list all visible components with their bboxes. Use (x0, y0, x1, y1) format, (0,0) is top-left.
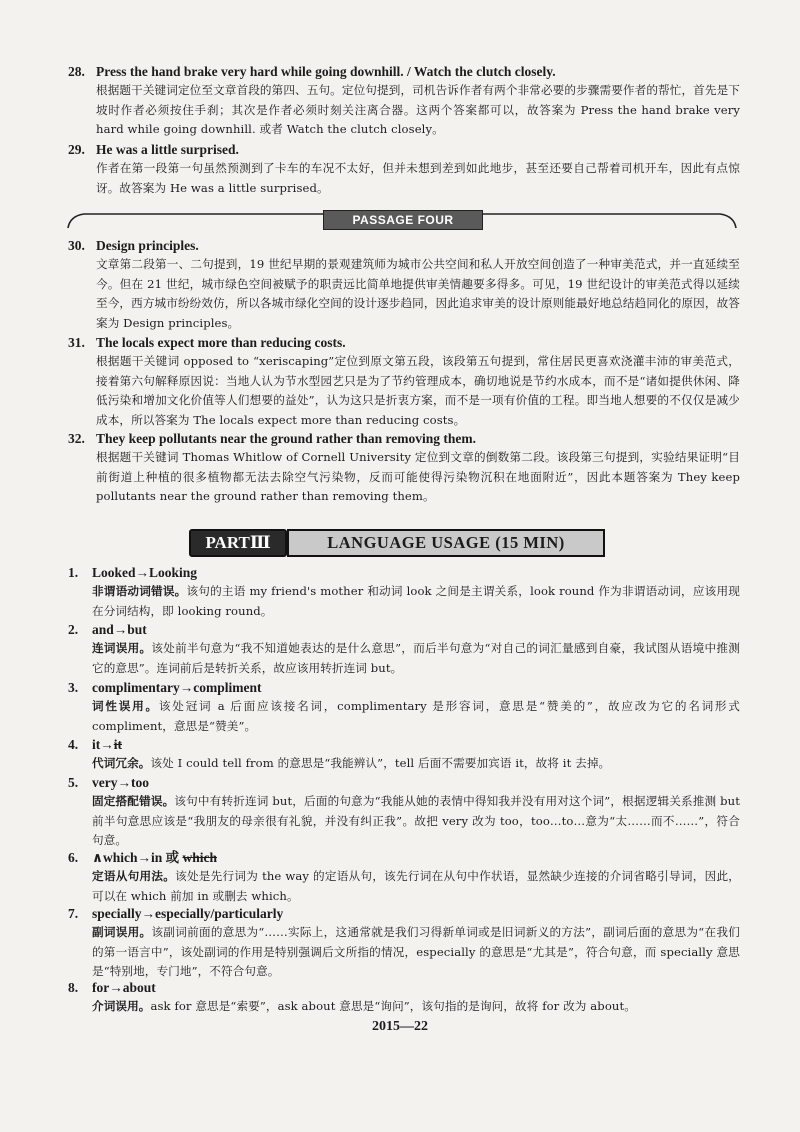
answer-text: very→too (92, 775, 149, 790)
item-number: 7. (68, 906, 79, 921)
item-number: 30. (68, 238, 85, 253)
answer-text: it→ (92, 737, 114, 752)
answer-text: and→but (92, 622, 147, 637)
struck-word: which (182, 850, 217, 865)
usage-item-2 (68, 620, 740, 678)
error-category: 介词误用。 (92, 999, 151, 1013)
answer-item-32 (68, 429, 740, 507)
explanation-body: 该句中有转折连词 but，后面的句意为“我能从她的表情中得知我并没有用对这个词”，根据逻辑关系推测 but 前半句意思应该是“我朋友的母亲很有礼貌，并没有纠正我”。故把 very 改为 too，too…to…意为“太……而不……”，符合句意。 (92, 794, 741, 847)
item-number: 6. (68, 850, 79, 865)
usage-item-5 (68, 773, 740, 851)
error-category: 词性误用。 (92, 699, 159, 713)
explanation-text (68, 792, 740, 851)
usage-item-3 (68, 678, 740, 736)
item-number: 28. (68, 64, 85, 79)
error-category: 非谓语动词错误。 (92, 584, 187, 598)
answer-line (68, 620, 740, 639)
answer-text: specially→especially/particularly (92, 906, 284, 921)
error-category: 固定搭配错误。 (92, 794, 175, 808)
error-category: 副词误用。 (92, 925, 152, 939)
explanation-body: 该处是先行词为 the way 的定语从句，该先行词在从句中作状语，显然缺少连接的介词省略引导词，因此，可以在 which 前加 in 或删去 which。 (92, 869, 741, 903)
answer-text: Looked→Looking (92, 565, 198, 580)
error-category: 代词冗余。 (92, 756, 151, 770)
explanation-text: 根据题干关键词 opposed to “xeriscaping”定位到原文第五段，该段第五句提到，常住居民更喜欢浇灌丰沛的审美范式，接着第六句解释原因说：当地人认为节水型园艺只是为了节约管理成本，确切地说是节约水成本，而不是“诸如提供休闲、降低污染和增加文化价值等人们想要的益处”，认为这只是折衷方案，而不是一项有价值的工程。即当地人想要的不仅仅是减少成本，所以答案为 The locals expect more than reducing costs。 (96, 354, 740, 427)
explanation-text: 作者在第一段第一句虽然预测到了卡车的车况不太好，但并未想到差到如此地步，甚至还要自己帮着司机开车，因此有点惊讶。故答案为 He was a little surprised。 (96, 161, 740, 195)
answer-line (68, 735, 740, 754)
answer-line (68, 236, 740, 255)
answer-text: The locals expect more than reducing costs. (96, 335, 346, 350)
item-number: 1. (68, 565, 79, 580)
item-number: 5. (68, 775, 79, 790)
explanation-text (68, 697, 740, 736)
explanation-text: 根据题干关键词定位至文章首段的第四、五句。定位句提到，司机告诉作者有两个非常必要的步骤需要作者的帮忙，首先是下坡时作者必须按住手刹；其次是作者必须时刻关注离合器。这两个答案都可以，故答案为 Press the hand brake very hard while going downhill. 或者 Watch the clutch closely。 (96, 83, 740, 136)
explanation-text (68, 582, 740, 621)
answer-text: for→about (92, 980, 156, 995)
struck-word: it (113, 737, 122, 752)
answer-item-28 (68, 62, 740, 140)
answer-line (68, 678, 740, 697)
explanation-body: 该处 I could tell from 的意思是“我能辨认”，tell 后面不需要加宾语 it，故将 it 去掉。 (150, 756, 611, 770)
explanation-body: 该副词前面的意思为“……实际上，这通常就是我们习得新单词或是旧词新义的方法”，副词后面的意思为“在我们的第一语言中”，该处副词的作用是特别强调后文所指的情况，especially 的意思是“尤其是”，符合句意，而 specially 意思是“特别地，专门地”，不符合句意。 (92, 925, 740, 978)
answer-line (68, 978, 740, 997)
explanation-body: 该处前半句意为“我不知道她表达的是什么意思”，而后半句意为“对自己的词汇量感到自豪，我试图从语境中推测它的意思”。连词前后是转折关系，故应该用转折连词 but。 (92, 641, 740, 675)
item-number: 4. (68, 737, 79, 752)
answer-text: They keep pollutants near the ground rather than removing them. (96, 431, 477, 446)
answer-text: Design principles. (96, 238, 199, 253)
item-number: 31. (68, 335, 85, 350)
item-number: 8. (68, 980, 79, 995)
passage-title: PASSAGE FOUR (323, 210, 483, 230)
answer-text: complimentary→compliment (92, 680, 262, 695)
answer-item-29 (68, 140, 740, 198)
explanation-text: 文章第二段第一、二句提到，19 世纪早期的景观建筑师为城市公共空间和私人开放空间创造了一种审美范式，并一直延续至今。但在 21 世纪，城市绿色空间被赋予的职责远比简单地提供审美情趣要多得多。可见，19 世纪设计的审美范式得以延续至今，西方城市纷纷效仿，所以各城市绿化空间的设计逐步趋同，因此追求审美的设计原则能最好地总结趋同化的原因，故答案为 Design principles。 (96, 257, 740, 330)
explanation-body: 该句的主语 my friend's mother 和动词 look 之间是主谓关系，look round 作为非谓语动词，应该用现在分词结构，即 looking round。 (92, 584, 740, 618)
item-number: 32. (68, 431, 85, 446)
answer-item-31 (68, 333, 740, 430)
answer-line (68, 563, 740, 582)
usage-item-6 (68, 848, 740, 906)
explanation-text (68, 867, 740, 906)
answer-line (68, 904, 740, 923)
part-title: LANGUAGE USAGE (15 MIN) (287, 529, 605, 557)
item-number: 29. (68, 142, 85, 157)
item-number: 2. (68, 622, 79, 637)
answer-text: ∧which→in 或 (92, 850, 183, 865)
answer-line (68, 140, 740, 159)
answer-line (68, 773, 740, 792)
answer-item-30 (68, 236, 740, 333)
usage-item-8 (68, 978, 740, 1017)
error-category: 连词误用。 (92, 641, 152, 655)
answer-text: He was a little surprised. (96, 142, 239, 157)
explanation-text (68, 639, 740, 678)
explanation-text (68, 997, 740, 1017)
explanation-body: 该处冠词 a 后面应该接名词，complimentary 是形容词，意思是“赞美的”，故应改为它的名词形式 compliment，意思是“赞美”。 (92, 699, 740, 733)
usage-item-7 (68, 904, 740, 982)
answer-line (68, 62, 740, 81)
explanation-text: 根据题干关键词 Thomas Whitlow of Cornell University 定位到文章的倒数第二段。该段第三句提到，实验结果证明“目前街道上种植的很多植物都无法去除空气污染物，反而可能使得污染物沉积在地面附近”，因此本题答案为 They keep pollutants near the ground rather than removing them。 (96, 450, 740, 503)
usage-item-1 (68, 563, 740, 621)
explanation-body: ask for 意思是“索要”，ask about 意思是“询问”，该句指的是询问，故将 for 改为 about。 (150, 999, 636, 1013)
answer-line (68, 429, 740, 448)
item-number: 3. (68, 680, 79, 695)
page-number: 2015—22 (372, 1019, 428, 1034)
part-badge: PARTⅢ (189, 529, 287, 557)
answer-line (68, 333, 740, 352)
error-category: 定语从句用法。 (92, 869, 176, 883)
passage-four-banner (66, 200, 738, 230)
answer-line (68, 848, 740, 867)
explanation-text (68, 923, 740, 982)
answer-text: Press the hand brake very hard while going downhill. / Watch the clutch closely. (96, 64, 556, 79)
explanation-text (68, 754, 740, 774)
usage-item-4 (68, 735, 740, 774)
